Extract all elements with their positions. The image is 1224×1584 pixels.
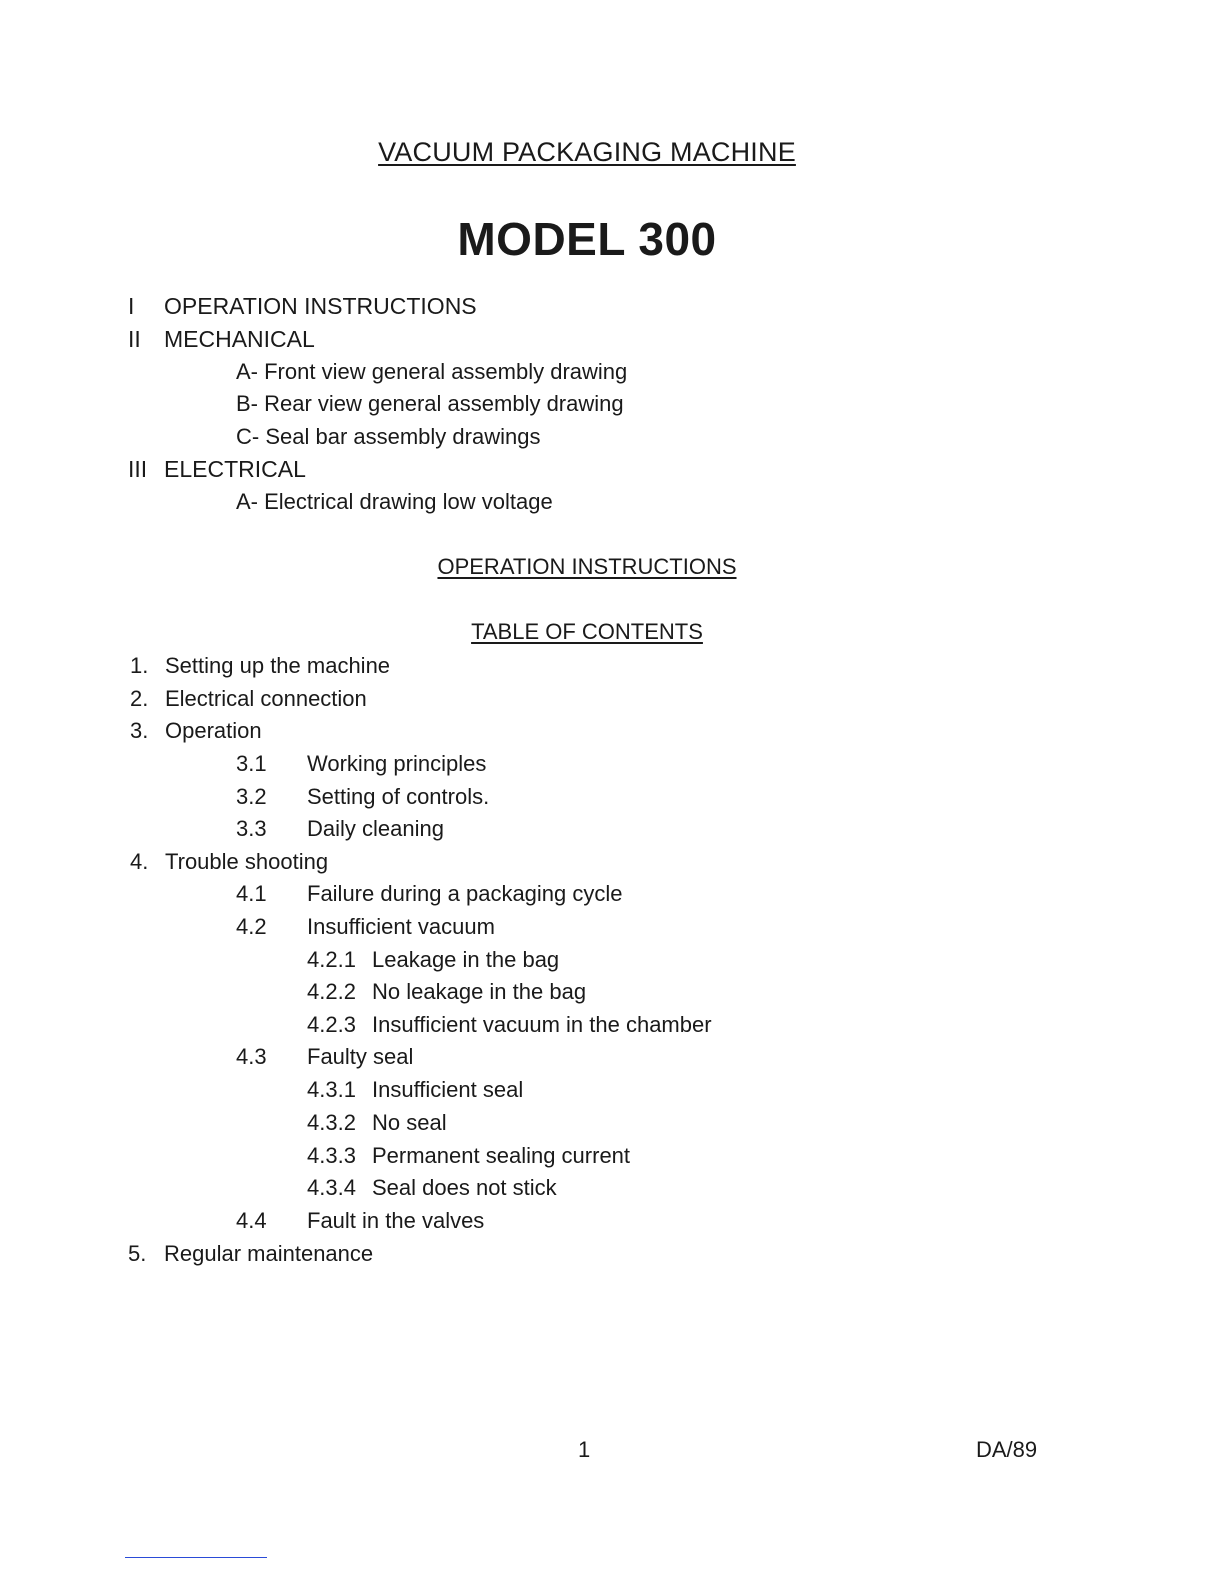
section-number: III [128, 456, 148, 482]
bottom-rule [125, 1557, 267, 1558]
mechanical-item: A- Front view general assembly drawing [236, 359, 628, 384]
toc-text: Setting of controls. [307, 784, 490, 809]
toc-text: Permanent sealing current [372, 1143, 631, 1168]
toc-number: 3.3 [236, 816, 267, 841]
document-title: VACUUM PACKAGING MACHINE [378, 137, 796, 167]
section-label: OPERATION INSTRUCTIONS [164, 293, 477, 319]
toc-text: Insufficient vacuum in the chamber [372, 1012, 712, 1037]
toc-number: 1. [130, 653, 149, 678]
toc-number: 3.2 [236, 784, 267, 809]
toc-text: Regular maintenance [164, 1241, 374, 1266]
toc-number: 4.2.1 [307, 947, 356, 972]
operation-instructions-heading: OPERATION INSTRUCTIONS [437, 554, 737, 579]
toc-text: Daily cleaning [307, 816, 444, 841]
toc-text: Electrical connection [165, 686, 367, 711]
section-label: ELECTRICAL [164, 456, 306, 482]
toc-text: Operation [165, 718, 262, 743]
toc-number: 4.3.3 [307, 1143, 356, 1168]
toc-number: 3.1 [236, 751, 267, 776]
page-number: 1 [578, 1437, 591, 1462]
toc-number: 4.3.1 [307, 1077, 356, 1102]
section-number: II [128, 326, 141, 352]
toc-number: 5. [128, 1241, 147, 1266]
document-code: DA/89 [976, 1437, 1038, 1462]
toc-text: Fault in the valves [307, 1208, 485, 1233]
mechanical-item: B- Rear view general assembly drawing [236, 391, 624, 416]
toc-number: 2. [130, 686, 149, 711]
toc-number: 3. [130, 718, 149, 743]
toc-number: 4.3.4 [307, 1175, 356, 1200]
toc-number: 4.2 [236, 914, 267, 939]
toc-number: 4.4 [236, 1208, 267, 1233]
table-of-contents-heading: TABLE OF CONTENTS [471, 619, 703, 644]
toc-number: 4.2.2 [307, 979, 356, 1004]
toc-text: Working principles [307, 751, 487, 776]
toc-text: Insufficient vacuum [307, 914, 495, 939]
electrical-item: A- Electrical drawing low voltage [236, 489, 553, 514]
toc-number: 4.1 [236, 881, 267, 906]
toc-text: Failure during a packaging cycle [307, 881, 623, 906]
toc-text: No leakage in the bag [372, 979, 587, 1004]
toc-text: Trouble shooting [165, 849, 329, 874]
toc-number: 4.3.2 [307, 1110, 356, 1135]
mechanical-item: C- Seal bar assembly drawings [236, 424, 541, 449]
section-label: MECHANICAL [164, 326, 315, 352]
toc-number: 4.2.3 [307, 1012, 356, 1037]
section-number: I [128, 293, 135, 319]
toc-text: Seal does not stick [372, 1175, 557, 1200]
toc-text: No seal [372, 1110, 447, 1135]
toc-number: 4. [130, 849, 149, 874]
toc-text: Insufficient seal [372, 1077, 524, 1102]
toc-text: Leakage in the bag [372, 947, 560, 972]
toc-text: Setting up the machine [165, 653, 391, 678]
toc-text: Faulty seal [307, 1044, 414, 1069]
model-title: MODEL 300 [457, 213, 717, 265]
toc-number: 4.3 [236, 1044, 267, 1069]
